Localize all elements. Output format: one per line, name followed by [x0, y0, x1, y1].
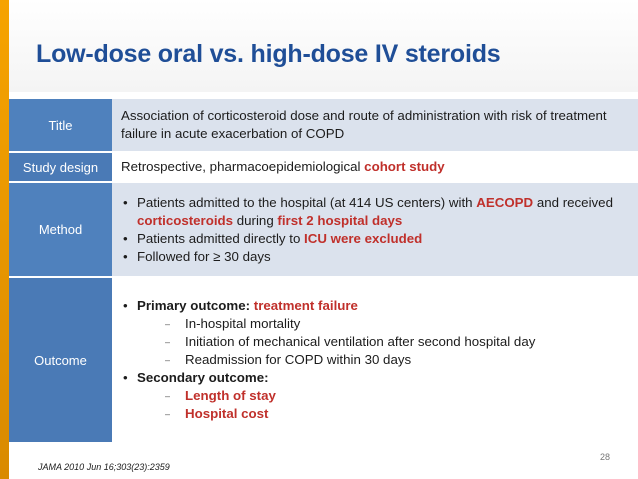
primary-outcome-sublist: [137, 315, 630, 369]
study-design-highlight: cohort study: [364, 159, 445, 174]
study-design-text: Retrospective, pharmacoepidemiological: [121, 159, 365, 174]
method-list: [121, 194, 630, 266]
secondary-outcome-sublist: [137, 387, 630, 423]
dash-icon: –: [165, 391, 171, 401]
slide-title: Low-dose oral vs. high-dose IV steroids: [36, 40, 501, 68]
study-summary-table: [9, 99, 638, 442]
dash-icon: –: [165, 355, 171, 365]
method-item: • Patients admitted directly to ICU were excluded: [121, 230, 630, 248]
row-label-method: Method: [9, 182, 112, 277]
row-content-outcome: [112, 277, 638, 442]
list-item: – Length of stay: [165, 388, 276, 403]
list-item: – In-hospital mortality: [165, 316, 301, 331]
table-row-method: [9, 182, 638, 277]
table-row-study-design: [9, 152, 638, 182]
row-content-study-design: [112, 152, 638, 182]
table-row-title: [9, 99, 638, 152]
accent-bar: [0, 0, 9, 479]
outcome-list: [121, 297, 630, 423]
method-item: • Patients admitted to the hospital (at 414 US centers) with AECOPD and received corticosteroids during first 2 hospital days: [121, 194, 630, 230]
dash-icon: –: [165, 337, 171, 347]
row-content-method: [112, 182, 638, 277]
list-item: – Initiation of mechanical ventilation after second hospital day: [165, 334, 536, 349]
list-item: – Hospital cost: [165, 406, 269, 421]
row-label-outcome: Outcome: [9, 277, 112, 442]
row-content-title: Association of corticosteroid dose and route of administration with risk of treatment failure in acute exacerbation of COPD: [112, 99, 638, 152]
citation: JAMA 2010 Jun 16;303(23):2359: [38, 462, 170, 472]
page-number: 28: [599, 452, 610, 462]
dash-icon: –: [165, 409, 171, 419]
table-row-outcome: [9, 277, 638, 442]
method-item: • Followed for ≥ 30 days: [121, 248, 630, 266]
list-item: – Readmission for COPD within 30 days: [165, 352, 412, 367]
dash-icon: –: [165, 319, 171, 329]
row-label-study-design: Study design: [9, 152, 112, 182]
primary-outcome-item: • Primary outcome: treatment failure – In-hospital mortality – Initiation of mechanical ventilation after second hospital day – Readmission for COPD within 30 days: [121, 297, 630, 369]
row-label-title: Title: [9, 99, 112, 152]
secondary-outcome-item: • Secondary outcome: – Length of stay – Hospital cost: [121, 369, 630, 423]
